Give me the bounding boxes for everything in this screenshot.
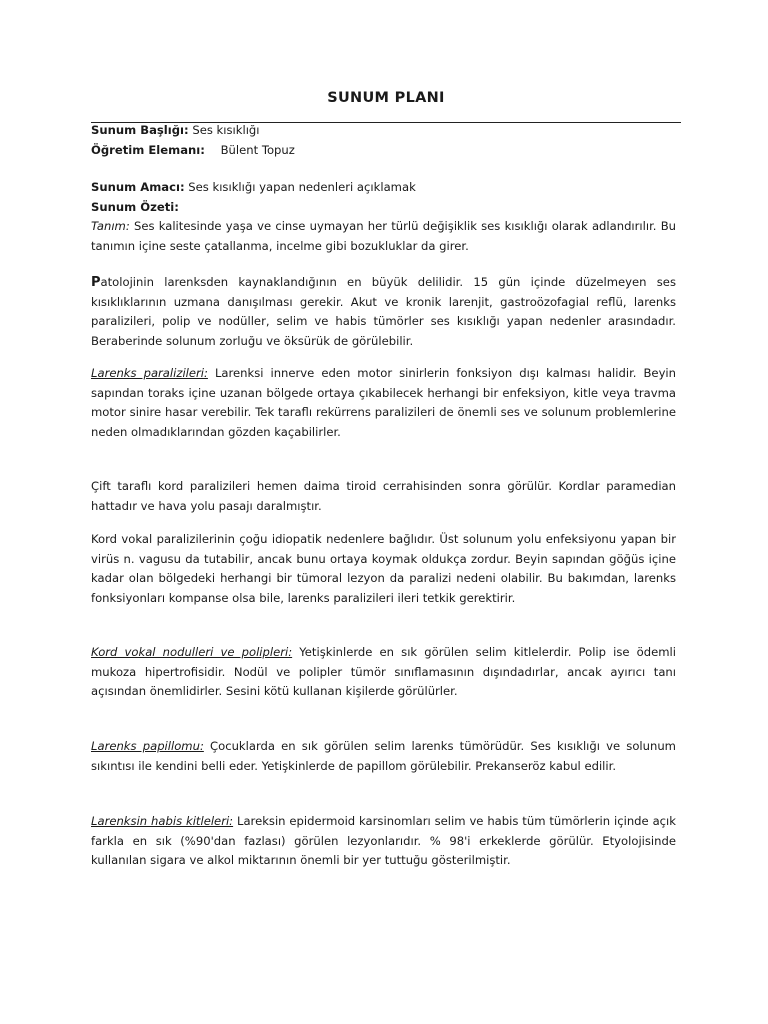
field-sunum-amaci — [91, 178, 676, 198]
paragraph-text: Larenksi innerve eden motor sinirlerin fonksiyon dışı kalması halidir. Beyin sapından toraks içine uzanan bölgede ortaya çıkabilecek herhangi bir enfeksiyon, kitle veya travma motor sinire hasar verebilir. Tek taraflı rekürrens paralizileri de önemli ses ve solunum problemlerine neden olmadıklarından gözden kaçabilirler. — [91, 366, 676, 439]
field-value: Ses kısıklığı — [192, 123, 260, 137]
field-value: Bülent Topuz — [220, 142, 295, 157]
paragraph-lead: Larenksin habis kitleleri: — [91, 814, 234, 828]
paragraph-habis-block — [91, 812, 676, 871]
paragraph-lead: Tanım: — [91, 219, 130, 233]
paragraph-patoloji — [91, 273, 676, 351]
paragraph-paralizi-block — [91, 364, 676, 442]
paragraph-nodul-block — [91, 643, 676, 702]
paragraph-lead: Larenks paralizileri: — [91, 366, 208, 380]
paragraph-lead: Larenks papillomu: — [91, 739, 204, 753]
paragraph-text: Lareksin epidermoid karsinomları selim ve habis tüm tümörlerin içinde açık farkla en sık (%90'dan fazlası) görülen lezyonlarıdır. % 98'i erkeklerde görülür. Etyolojisinde kullanılan sigara ve alkol miktarının önemli bir yer tuttuğu gösterilmiştir. — [91, 814, 676, 867]
paragraph-dropcap: P — [91, 275, 101, 290]
field-label: Öğretim Elemanı: — [91, 142, 205, 157]
paragraph-text: Ses kalitesinde yaşa ve cinse uymayan her türlü değişiklik ses kısıklığı olarak adlandırılır. Bu tanımın içine seste çatallanma, incelme gibi bozukluklar da girer. — [91, 219, 676, 253]
paragraph-papillom-block — [91, 737, 676, 776]
paragraph-cift-tarafli-block — [91, 477, 676, 516]
paragraph-patoloji-block — [91, 273, 676, 351]
paragraph-larenks-papillomu — [91, 737, 676, 776]
paragraph-tanim — [91, 217, 676, 256]
page-title: SUNUM PLANI — [327, 90, 445, 106]
field-value: Ses kısıklığı yapan nedenleri açıklamak — [188, 180, 416, 194]
paragraph-habis-kitleler — [91, 812, 676, 871]
paragraph-text: Yetişkinlerde en sık görülen selim kitlelerdir. Polip ise ödemli mukoza hipertrofisidir. Nodül ve polipler tümör sınıflamasının dışındadırlar, ancak ayırıcı tanı açısından önemlidirler. Sesini kötü kullanan kişilerde görülürler. — [91, 645, 676, 698]
field-ogretim-elemani — [91, 141, 676, 161]
summary-fields — [91, 178, 676, 256]
paragraph-kord-vokal-paralizi: Kord vokal paralizilerinin çoğu idiopatik nedenlere bağlıdır. Üst solunum yolu enfeksiyonu yapan bir virüs n. vagusu da tutabilir, ancak bunu ortaya koymak oldukça zordur. Beyin sapından göğüs içine kadar olan bölgedeki herhangi bir tümoral lezyon da paralizi nedeni olabilir. Bu bakımdan, larenks fonksiyonları kompanse olsa bile, larenks paralizileri ileri tetkik gerektirir. — [91, 532, 676, 605]
header-fields — [91, 121, 676, 160]
paragraph-cift-tarafli: Çift taraflı kord paralizileri hemen daima tiroid cerrahisinden sonra görülür. Kordlar paramedian hattadır ve hava yolu pasajı daralmıştır. — [91, 479, 676, 513]
paragraph-kord-vokal-block — [91, 530, 676, 608]
paragraph-nodul-polip — [91, 643, 676, 702]
field-label: Sunum Özeti: — [91, 199, 179, 214]
paragraph-text: Çocuklarda en sık görülen selim larenks tümörüdür. Ses kısıklığı ve solunum sıkıntısı ile kendini belli eder. Yetişkinlerde de papillom görülebilir. Prekanseröz kabul edilir. — [91, 739, 676, 773]
field-sunum-basligi — [91, 121, 676, 141]
paragraph-text: atolojinin larenksden kaynaklandığının en büyük delilidir. 15 gün içinde düzelmeyen ses kısıklıklarının uzmana danışılması gerekir. Akut ve kronik larenjit, gastroözofagial reflü, larenks paralizileri, polip ve nodüller, selim ve habis tümörler ses kısıklığı yapan nedenler arasındadır. Beraberinde solunum zorluğu ve öksürük de görülebilir. — [91, 275, 676, 348]
field-label: Sunum Başlığı: — [91, 123, 189, 137]
field-sunum-ozeti — [91, 198, 676, 218]
paragraph-larenks-paralizileri — [91, 364, 676, 442]
paragraph-lead: Kord vokal nodulleri ve polipleri: — [91, 645, 293, 659]
field-label: Sunum Amacı: — [91, 180, 185, 194]
